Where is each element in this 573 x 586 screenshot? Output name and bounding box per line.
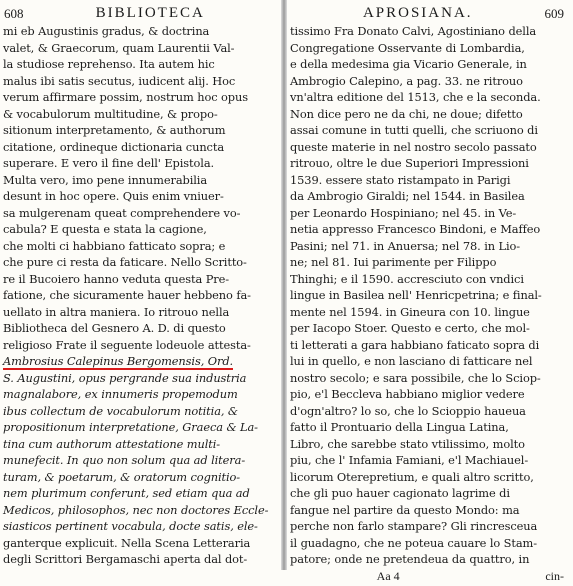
text-line	[287, 287, 568, 304]
text-line	[0, 304, 281, 321]
line-text: superare. E vero il fine dell' Epistola.	[3, 156, 215, 170]
line-text: desunt in hoc opere. Quis enim vniuer-	[3, 189, 224, 203]
line-text: fangue nel partire da questo Mondo: ma	[290, 502, 520, 517]
text-line	[287, 469, 568, 486]
line-text: 1539. essere stato ristampato in Parigi	[290, 172, 511, 187]
text-line	[0, 40, 281, 57]
text-line	[0, 518, 281, 535]
text-line	[287, 238, 568, 255]
right-page-footer	[287, 568, 568, 586]
line-text: verum affirmare possim, nostrum hoc opus	[3, 90, 248, 104]
line-text: re il Bucoiero hanno veduta questa Pre-	[3, 271, 230, 286]
line-text: e della medesima gia Vicario Generale, in	[290, 57, 527, 71]
text-line	[287, 535, 568, 552]
text-line	[287, 304, 568, 321]
line-text: malus ibi satis secutus, iudicent alij. Hoc	[3, 73, 236, 88]
text-line	[287, 386, 568, 403]
line-text: degli Scrittori Bergamaschi aperta dal dot-	[3, 552, 248, 566]
text-line	[0, 221, 281, 238]
line-text: ganterque explicuit. Nella Scena Letteraria	[3, 535, 251, 550]
text-line	[287, 436, 568, 453]
line-text: propositionum interpretatione, Graeca & La-	[3, 420, 258, 434]
text-line	[287, 106, 568, 123]
signature-mark: Aa 4	[376, 569, 400, 583]
line-text: il guadagno, che ne poteua cauare lo Stam-	[290, 535, 537, 550]
text-line	[287, 56, 568, 73]
text-line	[0, 106, 281, 123]
line-text: siasticos pertinent vocabula, docte satis, ele-	[3, 519, 258, 533]
line-text: ti letterati a gara habbiano faticato sopra di	[290, 337, 540, 352]
line-text: da Ambrogio Giraldi; nel 1544. in Basilea	[290, 189, 525, 203]
left-page	[0, 0, 281, 570]
line-text: sitionum interpretamento, & authorum	[3, 123, 226, 137]
text-line	[287, 551, 568, 568]
text-line	[0, 139, 281, 156]
left-page-header	[0, 0, 281, 22]
line-text: Ambrogio Calepino, a pag. 33. ne ritrouo	[290, 73, 523, 88]
text-line	[287, 155, 568, 172]
text-line	[0, 502, 281, 519]
text-line	[287, 502, 568, 519]
line-text: turam, & poetarum, & oratorum cognitio-	[3, 469, 241, 484]
text-line	[0, 353, 281, 370]
line-text: patore; onde ne pretendeua da quattro, in	[290, 552, 530, 566]
text-line	[287, 221, 568, 238]
text-line	[0, 23, 281, 40]
text-line	[0, 271, 281, 288]
text-line	[0, 89, 281, 106]
line-text: licorum Oterepretium, e quali altro scritto,	[290, 469, 534, 484]
line-text: che molti ci habbiano fatticato sopra; e	[3, 238, 226, 253]
text-line	[287, 205, 568, 222]
line-text: magnalabore, ex innumeris propemodum	[3, 387, 238, 401]
line-text: & vocabulorum multitudine, & propo-	[3, 106, 218, 121]
line-text: mi eb Augustinis gradus, & doctrina	[3, 24, 210, 38]
text-line	[0, 403, 281, 420]
line-text: Bibliotheca del Gesnero A. D. di questo	[3, 321, 226, 335]
line-text: tissimo Fra Donato Calvi, Agostiniano della	[290, 24, 537, 38]
line-text: assai comune in tutti quelli, che scriuono di	[290, 123, 538, 137]
line-text: per Iacopo Stoer. Questo e certo, che mol-	[290, 321, 530, 335]
text-line	[0, 386, 281, 403]
line-text: la studiose reprehenso. Ita autem hic	[3, 57, 215, 71]
page-number: 608	[4, 6, 24, 21]
text-line	[287, 337, 568, 354]
text-line	[0, 485, 281, 502]
text-line	[0, 320, 281, 337]
line-text: piu, che l' Infamia Famiani, e'l Machiauel-	[290, 453, 529, 467]
right-page	[287, 0, 568, 583]
text-line	[287, 370, 568, 387]
text-line	[0, 172, 281, 189]
line-text: Ambrosius Calepinus Bergomensis, Ord.	[3, 354, 234, 368]
text-line	[0, 551, 281, 568]
text-line	[0, 419, 281, 436]
line-text: fatto il Prontuario della Lingua Latina,	[290, 420, 509, 434]
line-text: Thinghi; e il 1590. accresciuto con vndici	[290, 271, 524, 286]
line-text: valet, & Graecorum, quam Laurentii Val-	[3, 40, 235, 55]
line-text: che pure ci resta da faticare. Nello Scritto-	[3, 255, 247, 269]
text-line	[287, 452, 568, 469]
line-text: Pasini; nel 71. in Anuersa; nel 78. in Lio-	[290, 238, 521, 253]
text-line	[0, 452, 281, 469]
text-line	[287, 403, 568, 420]
line-text: Multa vero, imo pene innumerabilia	[3, 172, 208, 187]
line-text: munefecit. In quo non solum qua ad litera-	[3, 453, 246, 467]
line-text: nostro secolo; e sara possibile, che lo Sciop-	[290, 370, 541, 385]
text-line	[0, 205, 281, 222]
line-text: mente nel 1594. in Gineura con 10. lingue	[290, 304, 530, 319]
line-text: Medicos, philosophos, nec non doctores Eccle-	[3, 502, 269, 517]
right-page-text	[287, 23, 568, 568]
line-text: citatione, ordineque dictionaria cuncta	[3, 139, 225, 154]
text-line	[0, 155, 281, 172]
text-line	[287, 73, 568, 90]
text-line	[287, 254, 568, 271]
line-text: d'ogn'altro? lo so, che lo Scioppio haueua	[290, 403, 526, 418]
text-line	[0, 469, 281, 486]
text-line	[287, 485, 568, 502]
line-text: netia appresso Francesco Bindoni, e Maffeo	[290, 222, 541, 236]
line-text: vn'altra editione del 1513, che e la seconda.	[290, 90, 541, 104]
text-line	[0, 287, 281, 304]
text-line	[287, 40, 568, 57]
text-line	[0, 122, 281, 139]
line-text: ne; nel 81. Iui parimente per Filippo	[290, 255, 497, 269]
text-line	[0, 370, 281, 387]
running-title: BIBLIOTECA	[95, 5, 205, 21]
catchword: cin-	[545, 569, 564, 583]
text-line	[287, 419, 568, 436]
line-text: pio, e'l Beccleva habbiano miglior vedere	[290, 387, 525, 401]
running-title: APROSIANA.	[362, 5, 473, 21]
text-line	[287, 518, 568, 535]
text-line	[287, 122, 568, 139]
line-text: Libro, che sarebbe stato vtilissimo, molto	[290, 436, 525, 451]
line-text: queste materie in nel nostro secolo passato	[290, 139, 537, 154]
line-text: tina cum authorum attestatione multi-	[3, 436, 221, 451]
text-line	[0, 436, 281, 453]
text-line	[287, 23, 568, 40]
text-line	[287, 188, 568, 205]
left-page-text	[0, 23, 281, 568]
line-text: Congregatione Osservante di Lombardia,	[290, 40, 525, 55]
text-line	[287, 172, 568, 189]
text-line	[0, 188, 281, 205]
text-line	[0, 73, 281, 90]
line-text: lui in quello, e non lasciano di fatticare nel	[290, 354, 533, 368]
line-text: religioso Frate il seguente lodeuole attesta-	[3, 337, 251, 352]
text-line	[287, 89, 568, 106]
line-text: per Leonardo Hospiniano; nel 45. in Ve-	[290, 205, 517, 220]
text-line	[0, 254, 281, 271]
line-text: ibus collectum de vocabulorum notitia, &	[3, 403, 238, 418]
text-line	[287, 353, 568, 370]
line-text: cabula? E questa e stata la cagione,	[3, 222, 207, 236]
line-text: Non dice pero ne da chi, ne doue; difetto	[290, 106, 523, 121]
right-page-header	[287, 0, 568, 22]
text-line	[0, 337, 281, 354]
text-line	[287, 139, 568, 156]
line-text: nem plurimum conferunt, sed etiam qua ad	[3, 486, 250, 500]
line-text: fatione, che sicuramente hauer hebbeno fa-	[3, 288, 251, 302]
line-text: lingue in Basilea nell' Henricpetrina; e final-	[290, 288, 542, 302]
line-text: che gli puo hauer cagionato lagrime di	[290, 486, 510, 500]
line-text: uellato in altra maniera. Io ritrouo nella	[3, 304, 230, 319]
line-text: ritrouo, oltre le due Superiori Impressioni	[290, 156, 529, 170]
text-line	[0, 56, 281, 73]
line-text: S. Augustini, opus pergrande sua industria	[3, 370, 247, 385]
page-number: 609	[544, 6, 564, 21]
text-line	[287, 320, 568, 337]
line-text: perche non farlo stampare? Gli rincresceua	[290, 519, 538, 533]
text-line	[0, 535, 281, 552]
line-text: sa mulgerenam queat comprehendere vo-	[3, 205, 241, 220]
text-line	[0, 238, 281, 255]
text-line	[287, 271, 568, 288]
